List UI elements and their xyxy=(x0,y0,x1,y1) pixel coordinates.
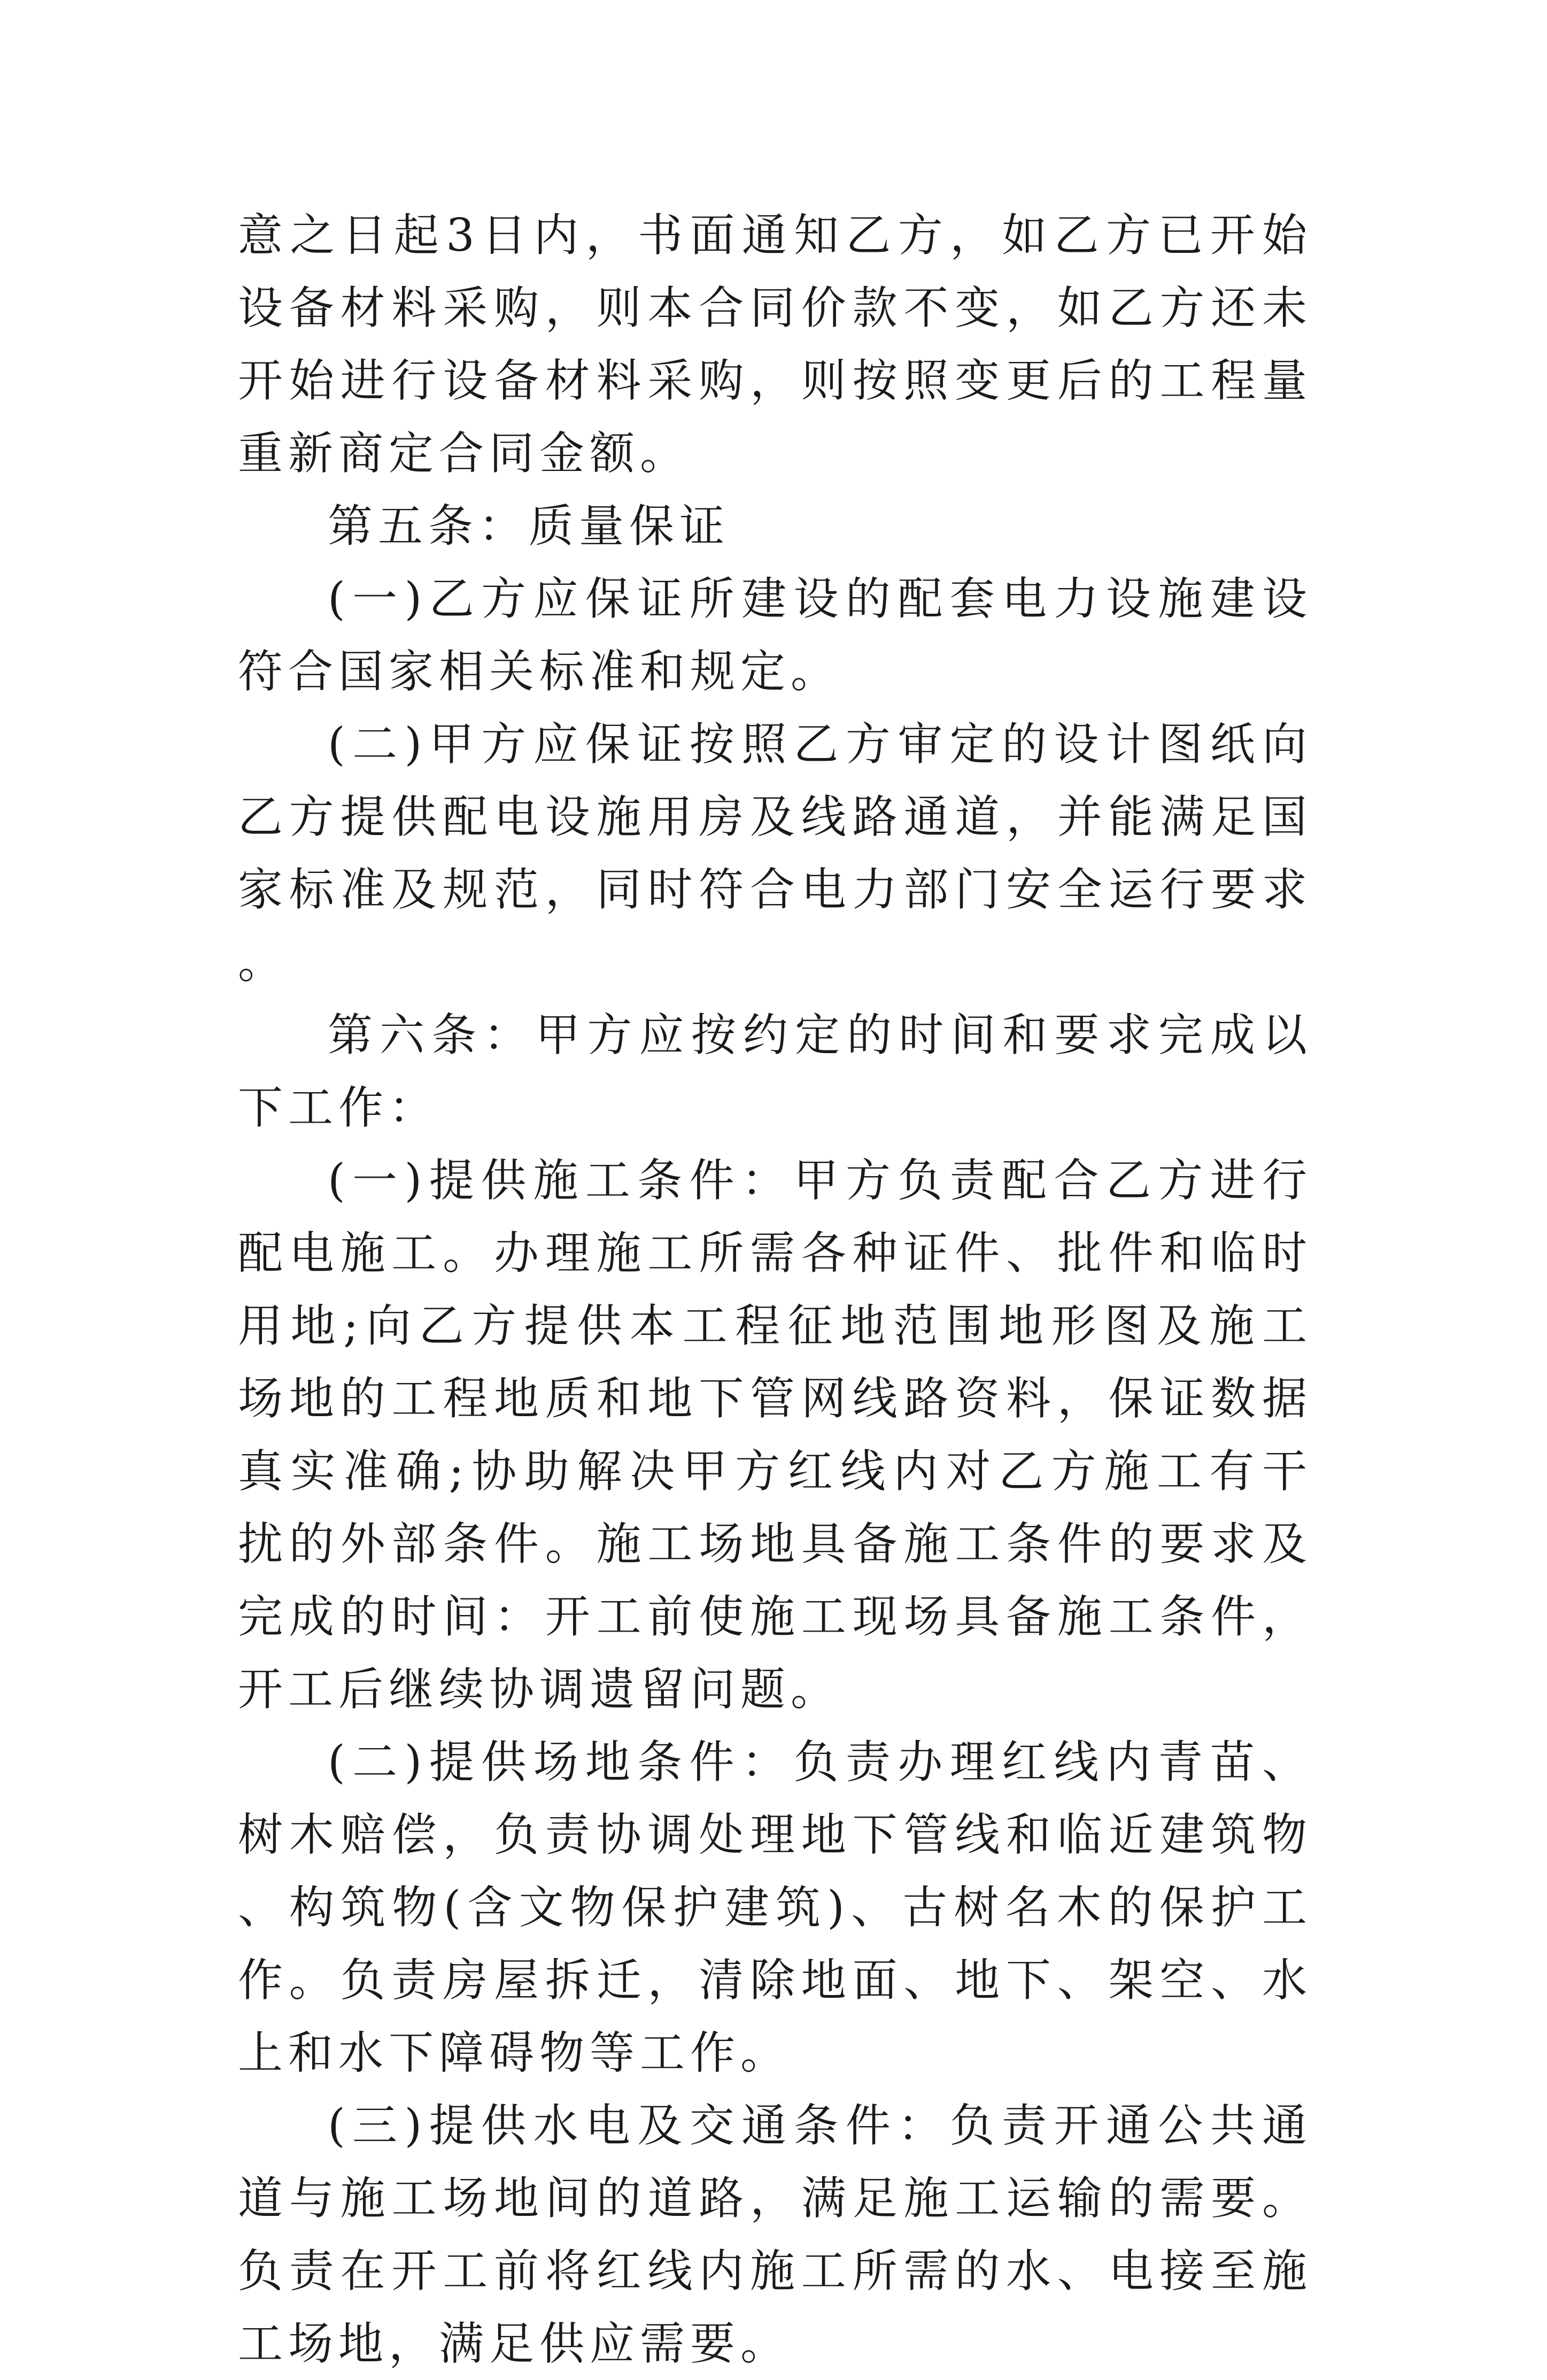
paragraph-contract-price: 意之日起3日内，书面通知乙方，如乙方已开始设备材料采购，则本合同价款不变，如乙方还未开始进行设备材料采购，则按照变更后的工程量重新商定合同金额。 xyxy=(238,209,1312,480)
document-body xyxy=(238,199,1312,2380)
heading-article-5: 第五条：质量保证 xyxy=(328,500,730,552)
paragraph-article-6-item-2: (二)提供场地条件：负责办理红线内青苗、树木赔偿，负责协调处理地下管线和临近建筑物、构筑物(含文物保护建筑)、古树名木的保护工作。负责房屋拆迁，清除地面、地下、架空、水上和水下障碍物等工作。 xyxy=(238,1736,1312,2079)
paragraph-article-5-item-2: (二)甲方应保证按照乙方审定的设计图纸向乙方提供配电设施用房及线路通道，并能满足国家标准及规范，同时符合电力部门安全运行要求。 xyxy=(238,718,1312,988)
paragraph-article-5-item-1: (一)乙方应保证所建设的配套电力设施建设符合国家相关标准和规定。 xyxy=(238,573,1312,698)
paragraph-article-6-item-1: (一)提供施工条件：甲方负责配合乙方进行配电施工。办理施工所需各种证件、批件和临时用地;向乙方提供本工程征地范围地形图及施工场地的工程地质和地下管网线路资料，保证数据真实准确;协助解决甲方红线内对乙方施工有干扰的外部条件。施工场地具备施工条件的要求及完成的时间：开工前使施工现场具备施工条件，开工后继续协调遗留问题。 xyxy=(238,1154,1312,1716)
paragraph-article-6-item-3: (三)提供水电及交通条件：负责开通公共通道与施工场地间的道路，满足施工运输的需要。负责在开工前将红线内施工所需的水、电接至施工场地，满足供应需要。 xyxy=(238,2099,1312,2370)
heading-article-6: 第六条：甲方应按约定的时间和要求完成以下工作： xyxy=(238,1009,1312,1134)
